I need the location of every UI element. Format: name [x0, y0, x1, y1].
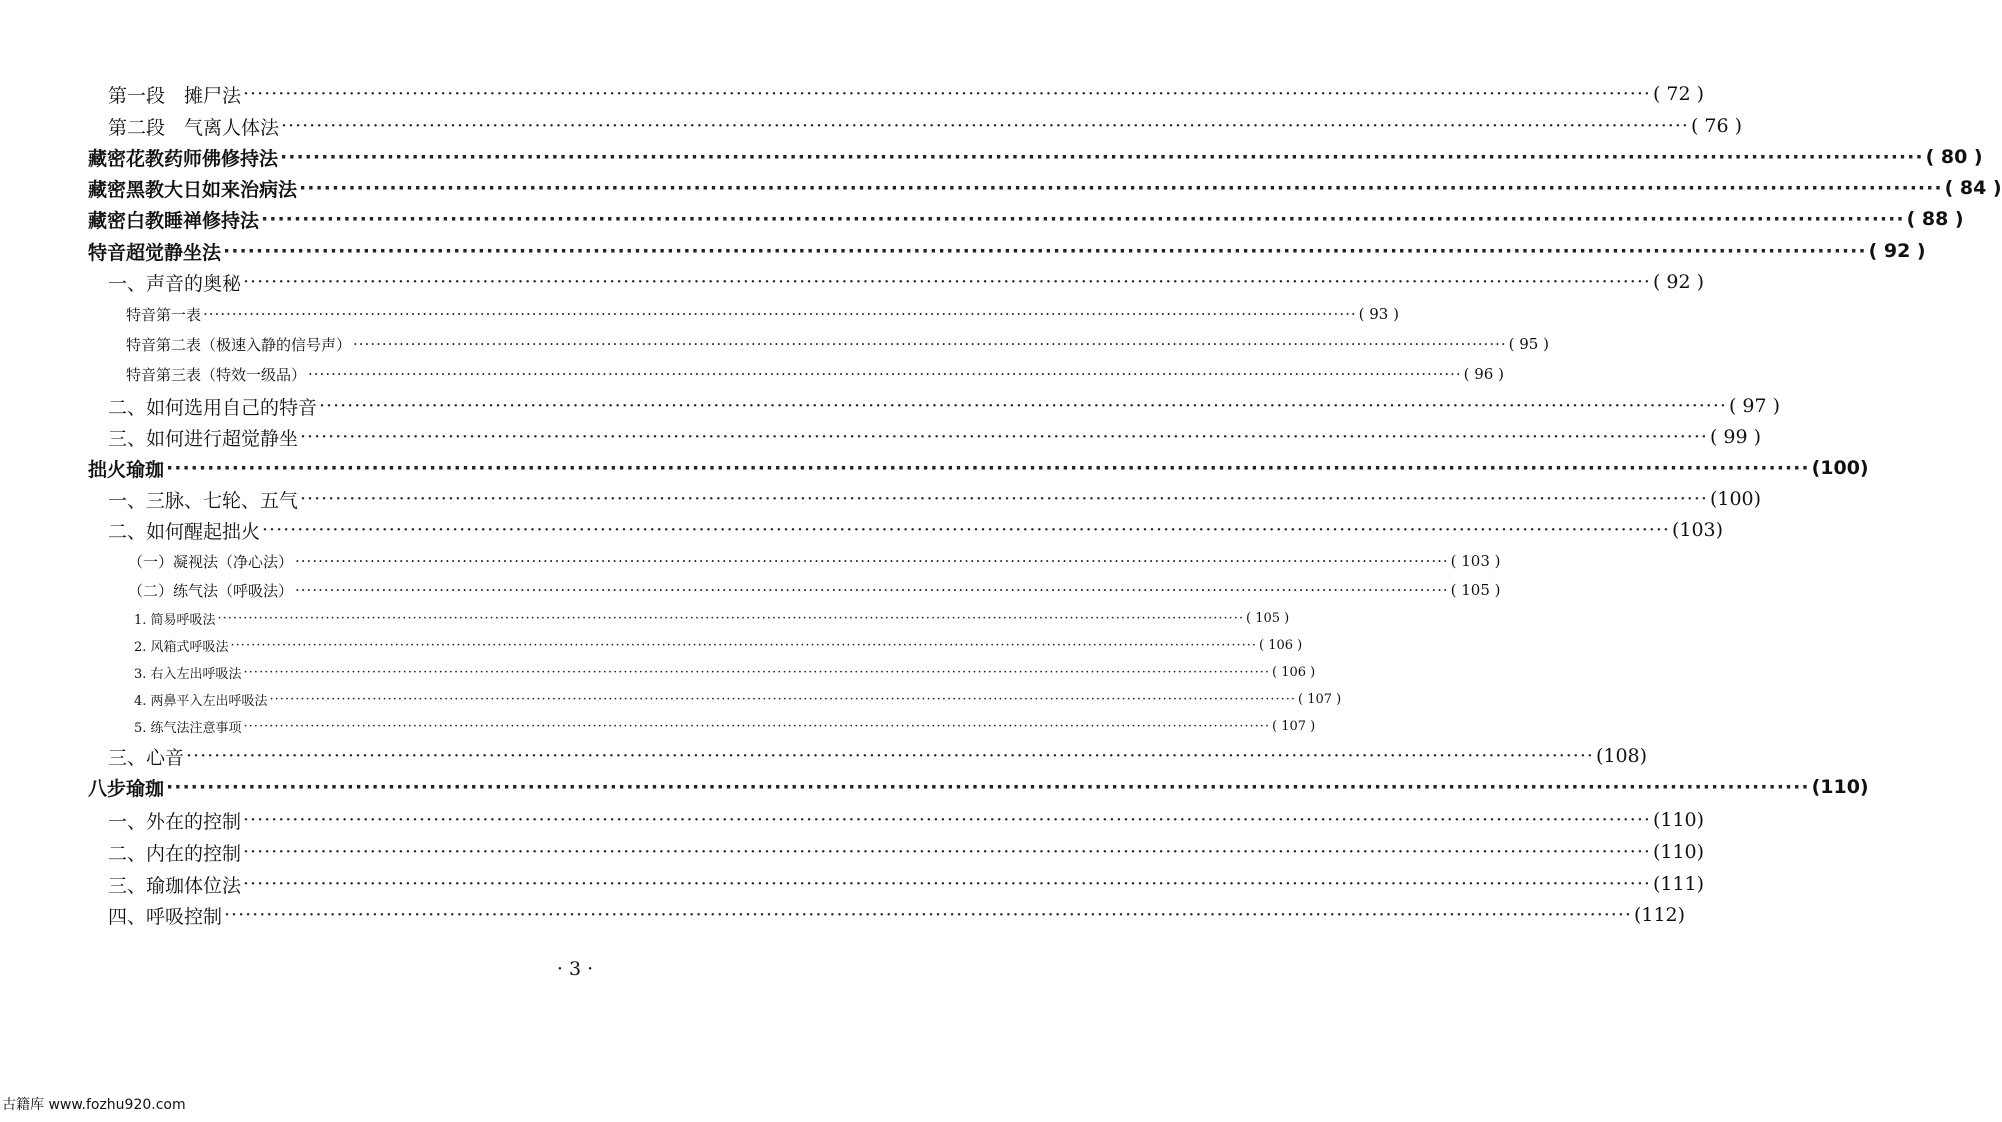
toc-leader-dots: ········································································································································································································	[281, 115, 1689, 137]
toc-page: (112)	[1633, 904, 1686, 926]
toc-page: ( 80 )	[1925, 146, 1983, 168]
toc-page: ( 105 )	[1450, 581, 1501, 599]
toc-page: ( 107 )	[1272, 718, 1316, 734]
toc-title: 特音第一表	[126, 305, 202, 324]
toc-title: 三、心音	[108, 746, 185, 769]
toc-leader-dots: ········································································································································································································	[280, 146, 1924, 168]
toc-title: 二、如何选用自己的特音	[108, 396, 318, 419]
toc-entry	[126, 362, 1504, 386]
toc-title: 藏密黑教大日如来治病法	[88, 178, 298, 201]
toc-entry	[128, 578, 1501, 602]
toc-leader-dots: ········································································································································································································	[295, 581, 1449, 599]
toc-leader-dots: ········································································································································································································	[243, 271, 1651, 293]
toc-entry	[108, 870, 1705, 898]
toc-entry	[134, 661, 1316, 683]
toc-title: 特音第三表（特效一级品）	[126, 365, 307, 384]
toc-entry	[108, 80, 1705, 108]
toc-entry	[128, 549, 1501, 573]
toc-title: （一）凝视法（净心法）	[128, 552, 294, 571]
toc-entry	[134, 688, 1342, 710]
toc-page: ( 88 )	[1906, 208, 1964, 230]
toc-title: 第二段 气离人体法	[108, 116, 280, 139]
page-number: · 3 ·	[556, 958, 594, 980]
toc-entry	[108, 838, 1705, 866]
toc-entry	[108, 742, 1648, 770]
toc-title: 二、如何醒起拙火	[108, 520, 261, 543]
toc-page: (110)	[1811, 776, 1869, 798]
toc-title: 拙火瑜珈	[88, 458, 165, 481]
toc-title: （二）练气法（呼吸法）	[128, 581, 294, 600]
toc-title: 三、如何进行超觉静坐	[108, 427, 299, 450]
toc-page: (100)	[1811, 457, 1869, 479]
toc-title: 三、瑜珈体位法	[108, 874, 242, 897]
toc-leader-dots: ········································································································································································································	[224, 904, 1632, 926]
toc-page: ( 76 )	[1690, 115, 1743, 137]
toc-leader-dots: ········································································································································································································	[223, 240, 1867, 262]
toc-entry	[134, 715, 1316, 737]
toc-leader-dots: ········································································································································································································	[353, 335, 1507, 353]
toc-leader-dots: ········································································································································································································	[269, 691, 1297, 707]
toc-entry	[108, 485, 1762, 513]
watermark: 古籍库 www.fozhu920.com	[2, 1097, 186, 1113]
toc-entry	[126, 332, 1549, 356]
toc-title: 2. 风箱式呼吸法	[134, 639, 229, 655]
toc-entry	[108, 112, 1743, 140]
toc-entry	[108, 806, 1705, 834]
toc-page: (108)	[1595, 745, 1648, 767]
toc-leader-dots: ········································································································································································································	[166, 776, 1810, 798]
toc-entry	[88, 454, 1869, 482]
toc-leader-dots: ········································································································································································································	[166, 457, 1810, 479]
toc-entry	[88, 143, 1983, 171]
toc-page: ( 103 )	[1450, 552, 1501, 570]
toc-title: 藏密花教药师佛修持法	[88, 147, 279, 170]
toc-title: 一、声音的奥秘	[108, 272, 242, 295]
toc-leader-dots: ········································································································································································································	[319, 395, 1727, 417]
toc-page: ( 92 )	[1652, 271, 1705, 293]
toc-title: 一、三脉、七轮、五气	[108, 489, 299, 512]
toc-title: 一、外在的控制	[108, 810, 242, 833]
toc-leader-dots: ········································································································································································································	[203, 305, 1357, 323]
toc-page: (103)	[1671, 519, 1724, 541]
toc-page: ( 84 )	[1944, 177, 2002, 199]
toc-page: (110)	[1652, 841, 1705, 863]
toc-title: 5. 练气法注意事项	[134, 720, 242, 736]
toc-page: ( 96 )	[1463, 365, 1504, 383]
toc-leader-dots: ········································································································································································································	[186, 745, 1594, 767]
toc-page: ( 107 )	[1298, 691, 1342, 707]
toc-entry	[108, 516, 1724, 544]
toc-entry	[88, 174, 2002, 202]
toc-leader-dots: ········································································································································································································	[243, 809, 1651, 831]
toc-title: 二、内在的控制	[108, 842, 242, 865]
toc-page: ( 106 )	[1272, 664, 1316, 680]
toc-title: 第一段 摊尸法	[108, 84, 242, 107]
toc-leader-dots: ········································································································································································································	[308, 365, 1462, 383]
toc-entry	[88, 237, 1926, 265]
toc-leader-dots: ········································································································································································································	[300, 488, 1708, 510]
toc-leader-dots: ········································································································································································································	[243, 718, 1271, 734]
toc-entry	[134, 634, 1303, 656]
toc-entry	[108, 268, 1705, 296]
toc-page: ( 92 )	[1868, 240, 1926, 262]
toc-page: (100)	[1709, 488, 1762, 510]
toc-leader-dots: ········································································································································································································	[243, 664, 1271, 680]
toc-title: 1. 简易呼吸法	[134, 612, 216, 628]
toc-leader-dots: ········································································································································································································	[243, 873, 1651, 895]
toc-entry	[108, 423, 1762, 451]
toc-leader-dots: ········································································································································································································	[217, 610, 1245, 626]
toc-leader-dots: ········································································································································································································	[243, 83, 1651, 105]
toc-page: ( 99 )	[1709, 426, 1762, 448]
toc-leader-dots: ········································································································································································································	[300, 426, 1708, 448]
toc-title: 特音第二表（极速入静的信号声）	[126, 335, 352, 354]
toc-title: 4. 两鼻平入左出呼吸法	[134, 693, 268, 709]
toc-page: ( 106 )	[1259, 637, 1303, 653]
toc-title: 特音超觉静坐法	[88, 241, 222, 264]
toc-title: 八步瑜珈	[88, 777, 165, 800]
toc-leader-dots: ········································································································································································································	[299, 177, 1943, 199]
toc-title: 3. 右入左出呼吸法	[134, 666, 242, 682]
toc-entry	[108, 392, 1781, 420]
toc-entry	[134, 607, 1290, 629]
toc-entry	[88, 205, 1964, 233]
toc-page: (111)	[1652, 873, 1705, 895]
toc-page: (110)	[1652, 809, 1705, 831]
toc-leader-dots: ········································································································································································································	[261, 208, 1905, 230]
toc-page: ( 105 )	[1246, 610, 1290, 626]
toc-leader-dots: ········································································································································································································	[230, 637, 1258, 653]
toc-title: 四、呼吸控制	[108, 905, 223, 928]
toc-page: ( 95 )	[1508, 335, 1549, 353]
toc-entry	[126, 302, 1399, 326]
toc-page: ( 72 )	[1652, 83, 1705, 105]
toc-leader-dots: ········································································································································································································	[262, 519, 1670, 541]
toc-leader-dots: ········································································································································································································	[243, 841, 1651, 863]
toc-page: ( 97 )	[1728, 395, 1781, 417]
toc-page: ( 93 )	[1358, 305, 1399, 323]
toc-entry	[108, 901, 1686, 929]
toc-title: 藏密白教睡禅修持法	[88, 209, 260, 232]
toc-entry	[88, 773, 1869, 801]
toc-leader-dots: ········································································································································································································	[295, 552, 1449, 570]
